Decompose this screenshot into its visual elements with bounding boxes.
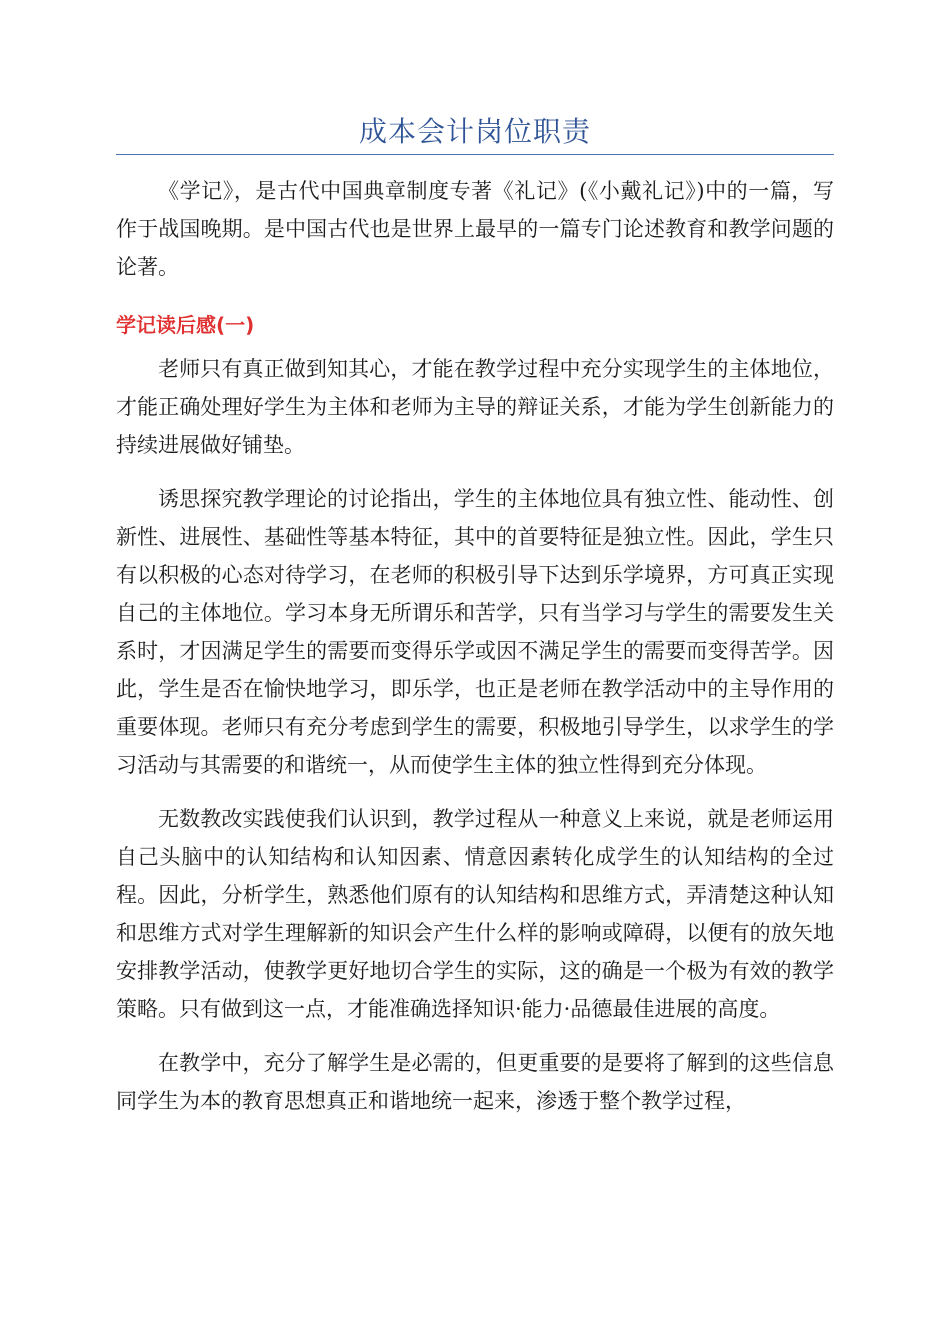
document-title: 成本会计岗位职责 xyxy=(358,115,591,148)
intro-paragraph: 《学记》，是古代中国典章制度专著《礼记》(《小戴礼记》)中的一篇，写作于战国晚期。是中国古代也是世界上最早的一篇专门论述教育和教学问题的论著。 xyxy=(116,179,834,279)
body-paragraph-1: 老师只有真正做到知其心，才能在教学过程中充分实现学生的主体地位，才能正确处理好学生为主体和老师为主导的辩证关系，才能为学生创新能力的持续进展做好铺垫。 xyxy=(116,357,834,457)
document-body xyxy=(116,172,834,1120)
title-underline xyxy=(116,154,834,155)
body-paragraph-3: 无数教改实践使我们认识到，教学过程从一种意义上来说，就是老师运用自己头脑中的认知结构和认知因素、情意因素转化成学生的认知结构的全过程。因此，分析学生，熟悉他们原有的认知结构和思维方式，弄清楚这种认知和思维方式对学生理解新的知识会产生什么样的影响或障碍，以便有的放矢地安排教学活动，使教学更好地切合学生的实际，这的确是一个极为有效的教学策略。只有做到这一点，才能准确选择知识·能力·品德最佳进展的高度。 xyxy=(116,807,834,1021)
section-heading: 学记读后感(一) xyxy=(116,313,255,337)
body-paragraph-2: 诱思探究教学理论的讨论指出，学生的主体地位具有独立性、能动性、创新性、进展性、基础性等基本特征，其中的首要特征是独立性。因此，学生只有以积极的心态对待学习，在老师的积极引导下达到乐学境界，方可真正实现自己的主体地位。学习本身无所谓乐和苦学，只有当学习与学生的需要发生关系时，才因满足学生的需要而变得乐学或因不满足学生的需要而变得苦学。因此，学生是否在愉快地学习，即乐学，也正是老师在教学活动中的主导作用的重要体现。老师只有充分考虑到学生的需要，积极地引导学生，以求学生的学习活动与其需要的和谐统一，从而使学生主体的独立性得到充分体现。 xyxy=(116,487,834,777)
body-paragraph-4: 在教学中，充分了解学生是必需的，但更重要的是要将了解到的这些信息同学生为本的教育思想真正和谐地统一起来，渗透于整个教学过程， xyxy=(116,1051,834,1113)
